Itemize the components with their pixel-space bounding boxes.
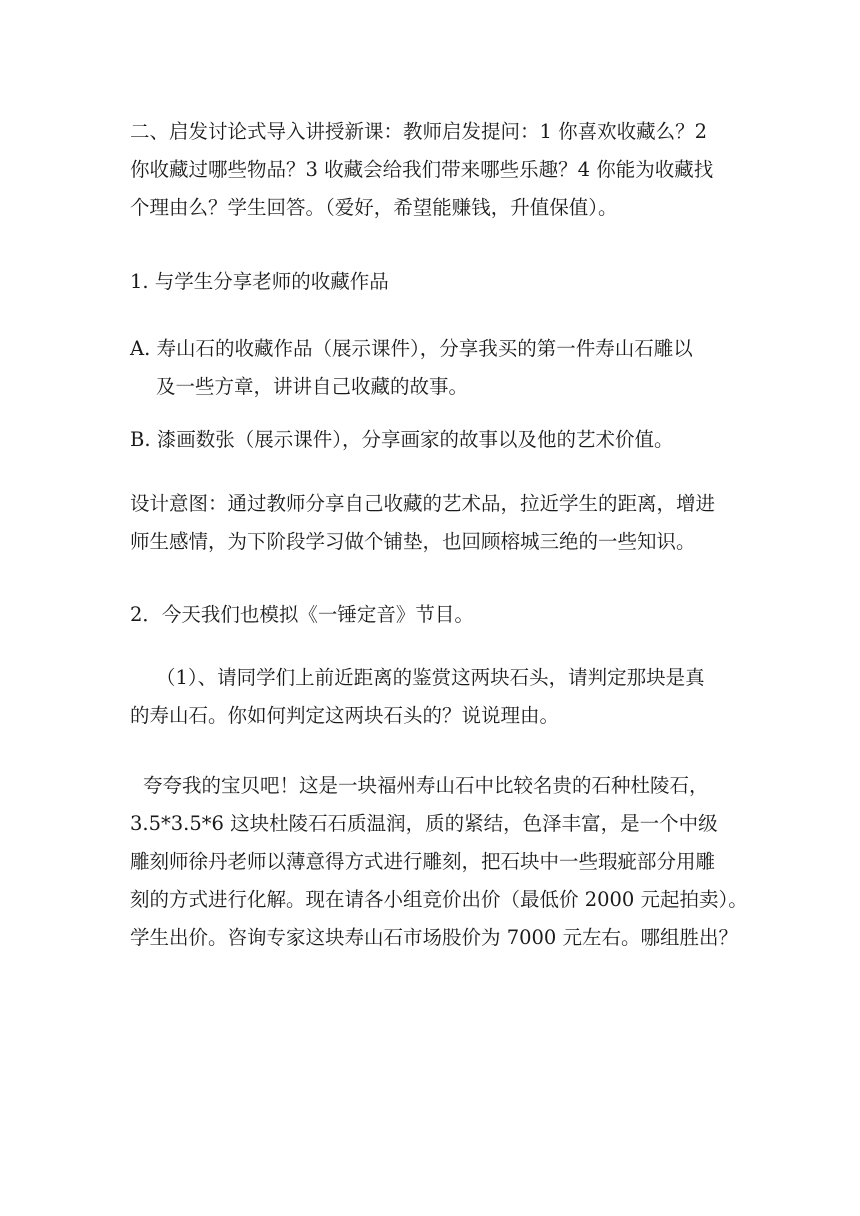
- text-line: 1. 与学生分享老师的收藏作品: [130, 270, 389, 293]
- text-line: 雕刻师徐丹老师以薄意得方式进行雕刻，把石块中一些瑕疵部分用雕: [130, 850, 716, 873]
- text-line: 3.5*3.5*6 这块杜陵石石质温润，质的紧结，色泽丰富，是一个中级: [130, 812, 718, 835]
- text-line: 设计意图：通过教师分享自己收藏的艺术品，拉近学生的距离，增进: [130, 492, 716, 515]
- section-2-heading: [130, 596, 735, 634]
- text-line: 的寿山石。你如何判定这两块石头的？说说理由。: [130, 704, 560, 727]
- praise-paragraph: [130, 767, 748, 957]
- text-line: 学生出价。咨询专家这块寿山石市场股价为 7000 元左右。哪组胜出？: [130, 926, 739, 949]
- item-a: [130, 330, 735, 406]
- text-line: 夸夸我的宝贝吧！这是一块福州寿山石中比较名贵的石种杜陵石，: [143, 774, 709, 797]
- text-line: A. 寿山石的收藏作品（展示课件），分享我买的第一件寿山石雕以: [130, 337, 693, 360]
- design-intent-paragraph: [130, 485, 735, 561]
- text-line: 个理由么？学生回答。（爱好，希望能赚钱，升值保值）。: [130, 196, 618, 219]
- text-line: 二、启发讨论式导入讲授新课：教师启发提问：1 你喜欢收藏么？2: [130, 120, 708, 143]
- intro-paragraph: [130, 113, 735, 227]
- step-1-paragraph: [130, 659, 735, 735]
- text-line: 你收藏过哪些物品？3 收藏会给我们带来哪些乐趣？4 你能为收藏找: [130, 158, 714, 181]
- share-heading: [130, 263, 735, 301]
- text-line: 刻的方式进行化解。现在请各小组竞价出价（最低价 2000 元起拍卖）。: [130, 888, 748, 911]
- text-line: 师生感情，为下阶段学习做个铺垫，也回顾榕城三绝的一些知识。: [130, 530, 696, 553]
- text-line: B. 漆画数张（展示课件），分享画家的故事以及他的艺术价值。: [130, 428, 674, 451]
- text-line: 2．今天我们也模拟《一锤定音》节目。: [130, 603, 474, 626]
- text-line: 及一些方章，讲讲自己收藏的故事。: [156, 375, 469, 398]
- item-b: [130, 421, 735, 459]
- text-line: （1）、请同学们上前近距离的鉴赏这两块石头，请判定那块是真: [156, 666, 705, 689]
